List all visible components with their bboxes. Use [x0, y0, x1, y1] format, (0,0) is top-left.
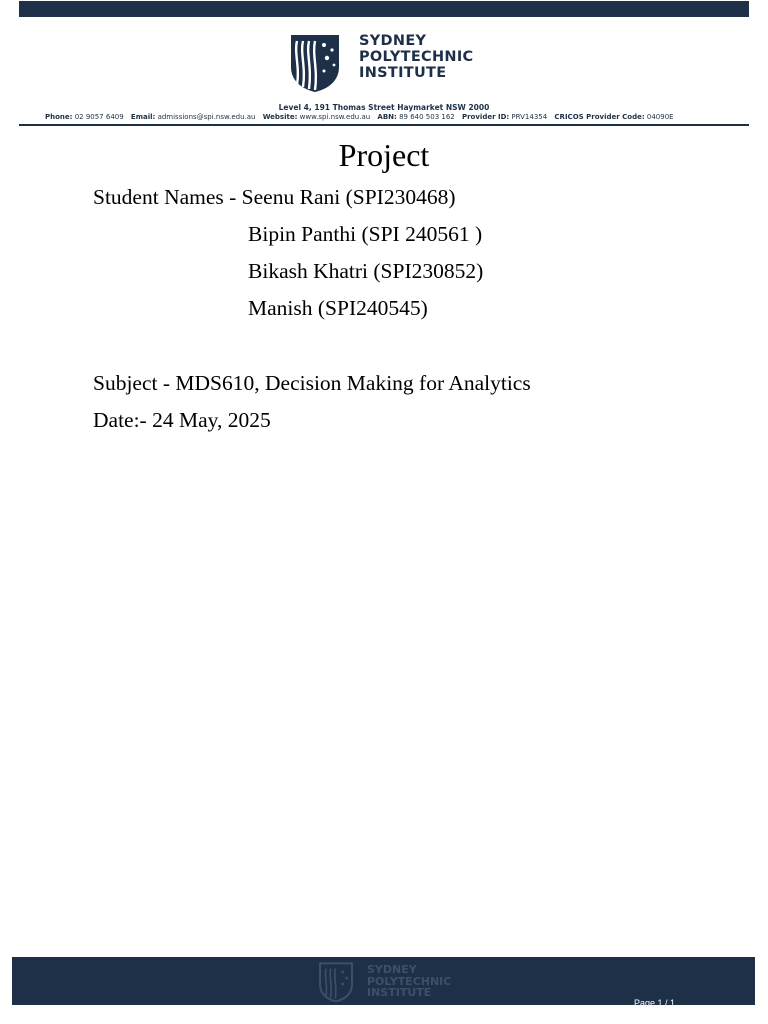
- footer-brand-line-2: POLYTECHNIC: [367, 974, 452, 988]
- cricos-value: 04090E: [646, 113, 674, 121]
- student-name-3: Bikash Khatri (SPI230852): [248, 259, 484, 283]
- provider-value: PRV14354: [511, 113, 548, 121]
- header-divider: [19, 124, 749, 126]
- phone-label: Phone:: [45, 113, 73, 121]
- document-title: Project: [338, 137, 430, 173]
- provider-label: Provider ID:: [461, 113, 510, 121]
- website-label: Website:: [262, 113, 298, 121]
- brand-line-3: INSTITUTE: [359, 65, 447, 81]
- institute-address: Level 4, 191 Thomas Street Haymarket NSW 2000: [278, 103, 490, 112]
- footer-institute-name: [367, 964, 451, 999]
- footer-brand-line-3: INSTITUTE: [367, 986, 432, 999]
- abn-value: 89 640 503 162: [399, 113, 455, 121]
- email-value[interactable]: admissions@spi.nsw.edu.au: [157, 113, 256, 121]
- date-line: Date:- 24 May, 2025: [93, 408, 271, 432]
- website-value[interactable]: www.spi.nsw.edu.au: [299, 113, 371, 121]
- footer-brand-line-1: SYDNEY: [367, 963, 417, 976]
- student-names-line: Student Names - Seenu Rani (SPI230468): [93, 185, 456, 209]
- footer-bar: [12, 957, 755, 1008]
- subject-line: Subject - MDS610, Decision Making for Analytics: [93, 371, 531, 395]
- header-top-bar: [19, 1, 749, 17]
- abn-label: ABN:: [377, 113, 397, 121]
- brand-line-1: SYDNEY: [359, 33, 427, 49]
- brand-line-2: POLYTECHNIC: [359, 49, 474, 65]
- page-indicator: Page 1 / 1: [634, 998, 676, 1008]
- student-name-4: Manish (SPI240545): [248, 296, 428, 320]
- student-name-2: Bipin Panthi (SPI 240561 ): [248, 222, 483, 246]
- shield-logo-icon: [288, 33, 342, 93]
- institute-logo: [288, 33, 488, 95]
- phone-value: 02 9057 6409: [74, 113, 124, 121]
- institute-name: [359, 33, 473, 81]
- footer-shield-icon: [317, 962, 355, 1002]
- contact-line: [45, 113, 745, 121]
- footer-watermark-logo: [317, 962, 477, 1002]
- email-label: Email:: [130, 113, 156, 121]
- cricos-label: CRICOS Provider Code:: [554, 113, 645, 121]
